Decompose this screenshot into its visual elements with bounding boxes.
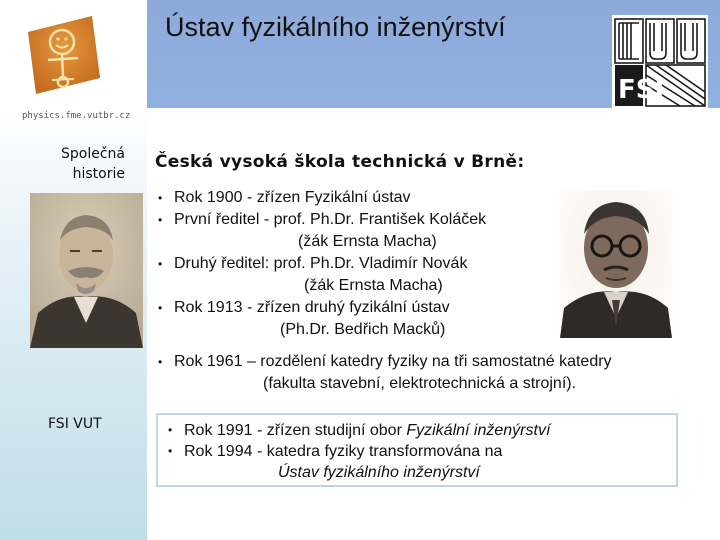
bullet-dot: • [168, 444, 173, 458]
list-item [168, 441, 534, 462]
bullet-dot: • [158, 213, 163, 227]
list-item-continuation [158, 319, 470, 341]
list-item-continuation [158, 373, 596, 395]
bullet-list [158, 187, 487, 341]
sidebar-title-line1: Společná [61, 146, 125, 162]
bullet-dot: • [158, 301, 163, 315]
list-item-text: (fakulta stavební, elektrotechnická a strojní). [263, 375, 577, 392]
list-item [158, 351, 612, 373]
list-item-text: (žák Ernsta Macha) [298, 233, 437, 250]
smiley-figure-logo [22, 12, 102, 98]
list-item-text: Rok 1961 – rozdělení katedry fyziky na tři samostatné katedry [174, 353, 612, 370]
portrait-photo-kolacek [30, 193, 143, 348]
bullet-dot: • [168, 423, 173, 437]
highlight-box [156, 413, 678, 487]
list-item [168, 420, 551, 441]
site-url: physics.fme.vutbr.cz [22, 111, 131, 121]
bullet-dot: • [158, 355, 163, 369]
list-item [158, 187, 470, 209]
list-item-text: Rok 1994 - katedra fyziky transformována na [184, 443, 503, 460]
list-item-text-prefix: Rok 1991 - zřízen studijní obor [184, 422, 407, 439]
list-item-text: (Ph.Dr. Bedřich Macků) [280, 321, 446, 338]
list-item [158, 209, 487, 231]
sidebar-title [30, 144, 125, 184]
list-item [158, 297, 470, 319]
svg-text:FSI: FSI [618, 75, 665, 105]
program-name: Fyzikální inženýrství [406, 422, 551, 439]
institute-name: Ústav fyzikálního inženýrství [278, 464, 480, 481]
sidebar-title-line2: historie [72, 166, 125, 182]
fsi-vut-logo [612, 15, 708, 110]
list-item-continuation [158, 275, 470, 297]
list-item [158, 253, 470, 275]
page-title: Ústav fyzikálního inženýrství [165, 12, 506, 42]
highlight-box-text [168, 420, 551, 483]
list-item-text [184, 422, 550, 439]
bullet-dot: • [158, 191, 163, 205]
list-item-continuation [158, 231, 470, 253]
list-item-text: Druhý ředitel: prof. Ph.Dr. Vladimír Novák [174, 255, 468, 272]
list-item-text: Rok 1900 - zřízen Fyzikální ústav [174, 189, 411, 206]
bullet-dot: • [158, 257, 163, 271]
list-item-text: První ředitel - prof. Ph.Dr. František Koláček [174, 211, 487, 228]
list-item-1961 [158, 351, 612, 395]
list-item-text: Rok 1913 - zřízen druhý fyzikální ústav [174, 299, 450, 316]
sidebar-footer: FSI VUT [48, 416, 102, 432]
list-item-continuation [168, 462, 534, 483]
portrait-photo-novak [560, 190, 672, 338]
section-heading: Česká vysoká škola technická v Brně: [155, 152, 525, 172]
list-item-text: (žák Ernsta Macha) [304, 277, 443, 294]
